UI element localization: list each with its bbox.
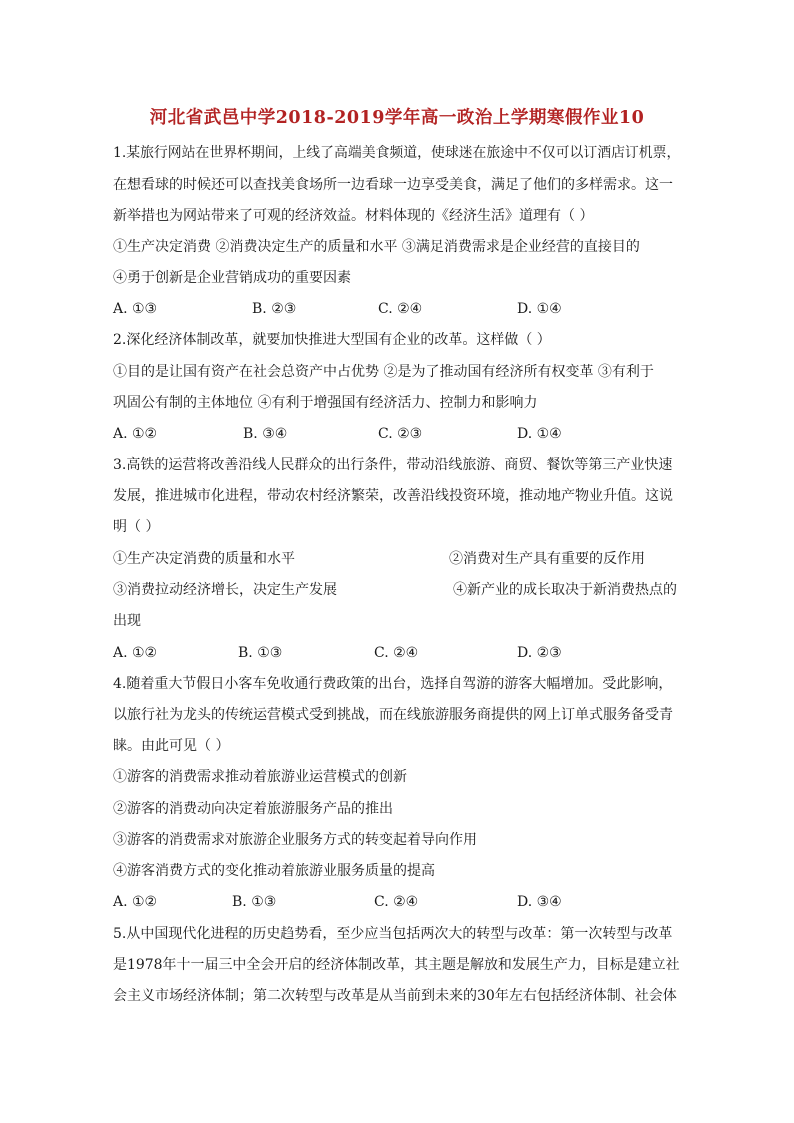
- q2-item-line-1: ①目的是让国有资产在社会总资产中占优势 ②是为了推动国有经济所有权变革 ③有利于: [113, 364, 654, 380]
- q1-item-line-1: ①生产决定消费 ②消费决定生产的质量和水平 ③满足消费需求是企业经营的直接目的: [113, 239, 640, 255]
- q4-item-2: ②游客的消费动向决定着旅游服务产品的推出: [113, 801, 393, 817]
- q4-stem-line-3: 睐。由此可见（ ）: [113, 738, 230, 754]
- q4-item-3: ③游客的消费需求对旅游企业服务方式的转变起着导向作用: [113, 832, 477, 848]
- q3-stem-line-3: 明（ ）: [113, 519, 160, 535]
- q3-option-d: D. ②③: [517, 645, 562, 661]
- q2-stem-line-1: 2.深化经济体制改革，就要加快推进大型国有企业的改革。这样做（ ）: [113, 332, 551, 348]
- q4-option-d: D. ③④: [517, 894, 562, 910]
- q2-option-b: B. ③④: [243, 426, 288, 442]
- q3-option-b: B. ①③: [238, 645, 283, 661]
- q3-option-c: C. ②④: [374, 645, 419, 661]
- q4-option-c: C. ②④: [374, 894, 419, 910]
- q1-option-b: B. ②③: [252, 301, 297, 317]
- q4-stem-line-2: 以旅行社为龙头的传统运营模式受到挑战，而在线旅游服务商提供的网上订单式服务备受青: [113, 707, 673, 723]
- q5-stem-line-2: 是1978年十一届三中全会开启的经济体制改革，其主题是解放和发展生产力，目标是建立社: [113, 957, 680, 973]
- q5-stem-line-1: 5.从中国现代化进程的历史趋势看，至少应当包括两次大的转型与改革：第一次转型与改革: [113, 926, 673, 942]
- q1-option-d: D. ①④: [517, 301, 562, 317]
- q1-item-line-2: ④勇于创新是企业营销成功的重要因素: [113, 270, 351, 286]
- q1-option-c: C. ②④: [378, 301, 423, 317]
- q3-item-4: ④新产业的成长取决于新消费热点的: [453, 582, 677, 598]
- q3-stem-line-2: 发展，推进城市化进程，带动农村经济繁荣，改善沿线投资环境，推动地产物业升值。这说: [113, 488, 673, 504]
- q3-option-a: A. ①②: [113, 645, 158, 661]
- q3-stem-line-1: 3.高铁的运营将改善沿线人民群众的出行条件，带动沿线旅游、商贸、餐饮等第三产业快速: [113, 457, 673, 473]
- q1-stem-line-3: 新举措也为网站带来了可观的经济效益。材料体现的《经济生活》道理有（ ）: [113, 208, 594, 224]
- q4-option-b: B. ①③: [232, 894, 277, 910]
- q4-stem-line-1: 4.随着重大节假日小客车免收通行费政策的出台，选择自驾游的游客大幅增加。受此影响，: [113, 676, 673, 692]
- q3-item-2: ②消费对生产具有重要的反作用: [449, 551, 645, 567]
- q3-item-tail: 出现: [113, 613, 141, 629]
- q1-stem-line-1: 1.某旅行网站在世界杯期间，上线了高端美食频道，使球迷在旅途中不仅可以订酒店订机票，: [113, 145, 681, 161]
- q2-option-d: D. ①④: [517, 426, 562, 442]
- q2-option-a: A. ①②: [113, 426, 158, 442]
- q5-stem-line-3: 会主义市场经济体制；第二次转型与改革是从当前到未来的30年左右包括经济体制、社会体: [113, 988, 677, 1004]
- page-title: 河北省武邑中学2018-2019学年高一政治上学期寒假作业10: [149, 108, 645, 128]
- q2-option-c: C. ②③: [378, 426, 423, 442]
- q2-item-line-2: 巩固公有制的主体地位 ④有利于增强国有经济活力、控制力和影响力: [113, 395, 538, 411]
- q4-item-4: ④游客消费方式的变化推动着旅游业服务质量的提高: [113, 863, 435, 879]
- q3-item-1: ①生产决定消费的质量和水平: [113, 551, 295, 567]
- q1-stem-line-2: 在想看球的时候还可以查找美食场所一边看球一边享受美食，满足了他们的多样需求。这一: [113, 177, 673, 193]
- q1-option-a: A. ①③: [113, 301, 158, 317]
- q4-option-a: A. ①②: [113, 894, 158, 910]
- q4-item-1: ①游客的消费需求推动着旅游业运营模式的创新: [113, 769, 407, 785]
- q3-item-3: ③消费拉动经济增长，决定生产发展: [113, 582, 337, 598]
